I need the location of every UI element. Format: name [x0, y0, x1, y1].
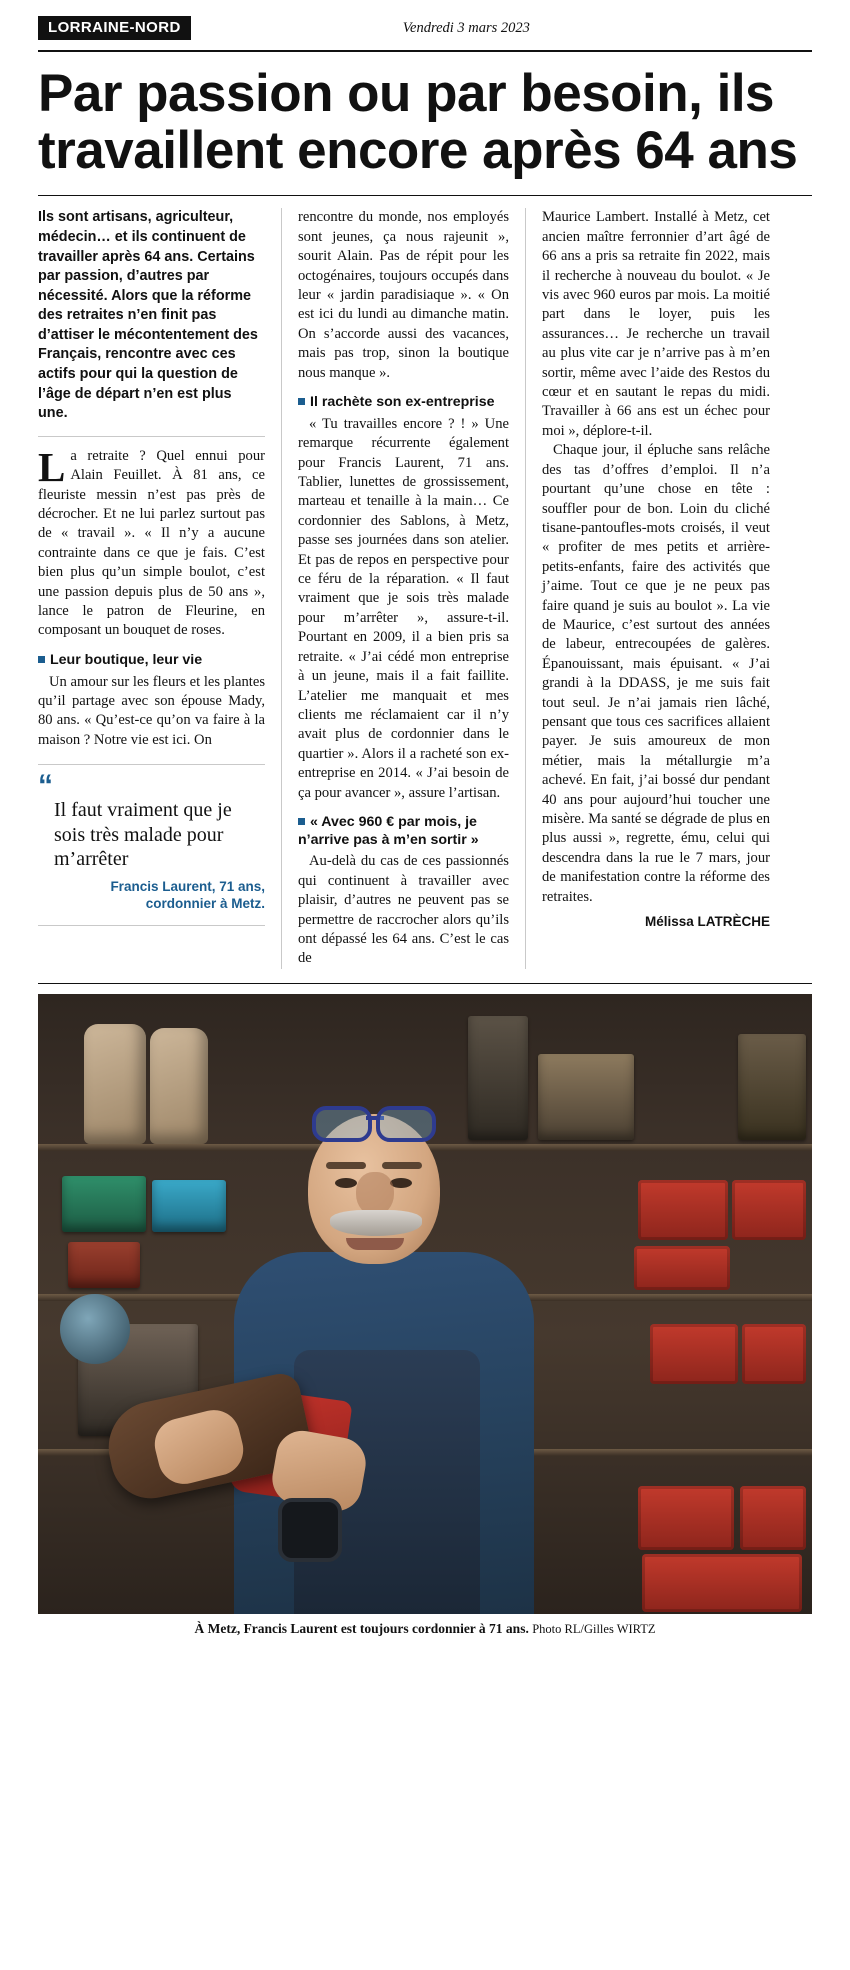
standfirst-text: Ils sont artisans, agriculteur, médecin… et ils continuent de travailler après 64 ans. Certains par passion, d’autres par nécessité. Alors que la réforme des retraites n’en finit pas d’attiser le mécontentement des Français, rencontre avec ces actifs pour qui la question de l’âge de départ n’en est plus une.: [38, 209, 258, 422]
standfirst-divider: [38, 436, 265, 437]
red-crate: [740, 1486, 806, 1550]
storage-bin: [62, 1176, 146, 1232]
paragraph-c3-1: Maurice Lambert. Installé à Metz, cet ancien maître ferronnier d’art âgé de 66 ans a pris sa retraite fin 2022, mais il recherche à nouveau du boulot. « Je vis avec 960 euros par mois. La moitié part dans le loyer, puis les assurances… Je recherche un travail au plus vite car je n’arrive pas à m’en sortir, même avec l’aide des Restos du cœur et en sautant le repas du midi. Travailler à 66 ans est un échec pour moi », déplore-t-il.: [542, 209, 770, 439]
paragraph-c1-1: La retraite ? Quel ennui pour Alain Feuillet. À 81 ans, ce fleuriste messin n’est pas près de décrocher. Et ne lui parlez surtout pas de « travail ». « Il n’y a aucune contrainte dans ce que je fais. C’est bien plus qu’un simple boulot, c’est une passion depuis plus de 50 ans », lance le patron de Fleurine, en composant un bouquet de roses.: [38, 443, 265, 639]
paragraph-c3-2: Chaque jour, il épluche sans relâche des tas d’offres d’emploi. Il n’a pourtant qu’une chose en tête : souffler pour de bon. Loin du cliché tisane-pantoufles-mots croisés, il veut « profiter de mes petits et arrière-petits-enfants, faire des activités que j’aime. Tout ce que je ne peux pas faire quand je suis au boulot ». La vie de Maurice, c’est surtout des années de labeur, entrecoupées de galères. Épanouissant, mais épuisant. « J’ai grandi à la DDASS, je me suis fait tout seul. Je n’ai jamais rien lâché, pensant que tous ces sacrifices allaient payer. Je suis amoureux de mon métier, mais la métallurgie m’a achevé. En fait, j’ai bossé dur pendant 40 ans pour aujourd’hui toucher une misère. Ma santé se dégrade de plus en plus aussi », regrette, ému, celui qui descendra dans la rue le 7 mars, jour de manifestation contre la réforme des retraites.: [542, 442, 770, 905]
wrist-watch: [278, 1498, 342, 1562]
subhead-960-euros: [298, 814, 509, 850]
quote-mark-icon: “: [38, 769, 53, 803]
page-title: Par passion ou par besoin, ils travaillent encore après 64 ans: [38, 64, 798, 180]
shelf-box: [538, 1054, 634, 1140]
paragraph-c2-2: « Tu travailles encore ? ! » Une remarque récurrente également pour Francis Laurent, 71 ans. Tablier, lunettes de grossissement, marteau et tenaille à la main… Ce cordonnier des Sablons, à Metz, passe ses journées dans son atelier. Et pas de repos en perspective pour ce féru de la réparation. « Il faut vraiment que je sois très malade pour m’arrêter », assure-t-il. Pourtant en 2009, il a bien pris sa retraite. « J’ai cédé mon entreprise à un jeune, mais il a fait faillite. L’atelier me manquait et mes clients me réclamaient car il n’y avait plus de cordonnier dans le quartier ». Alors il a racheté son ex-entreprise en 2014. « J’ai besoin de ça pour avancer », assure l’artisan.: [298, 415, 509, 801]
photo-block: [38, 983, 812, 1641]
pull-quote-text: Il faut vraiment que je sois très malade pour m’arrêter: [54, 799, 232, 870]
article-photo: [38, 994, 812, 1614]
person-mouth: [346, 1238, 404, 1250]
byline: Mélissa LATRÈCHE: [644, 914, 770, 930]
bullet-square-icon: [298, 818, 305, 825]
storage-bin: [68, 1242, 140, 1288]
section-kicker: LORRAINE-NORD: [38, 16, 191, 40]
glasses-on-head-icon: [310, 1106, 438, 1136]
column-2: [282, 208, 526, 968]
polishing-wheel: [60, 1294, 130, 1364]
person-eye: [335, 1178, 357, 1188]
red-crate: [742, 1324, 806, 1384]
red-crate: [638, 1180, 728, 1240]
standfirst: [38, 208, 265, 423]
person-moustache: [330, 1210, 422, 1236]
paragraph-c1-2: Un amour sur les fleurs et les plantes qu’il partage avec son épouse Mady, 80 ans. « Qu’est-ce qu’on va faire à la maison ? Notre vie est ici. On: [38, 673, 266, 748]
top-divider: [38, 50, 812, 52]
paragraph-c2-1: rencontre du monde, nos employés sont jeunes, ça nous rajeunit », sourit Alain. Pas de répit pour les octogénaires, toujours occupés dans leur « jardin paradisiaque ». « On est ici du lundi au dimanche matin. On s’accorde aussi des vacances, mais pas trop, sinon la boutique nous manque ».: [298, 209, 509, 381]
paragraph-c2-3: Au-delà du cas de ces passionnés qui continuent à travailler avec plaisir, d’autres ne peuvent pas se permettre de raccrocher alors qu’ils ont dépassé les 64 ans. C’est le cas de: [298, 853, 509, 967]
bullet-square-icon: [298, 398, 305, 405]
red-crate: [634, 1246, 730, 1290]
photo-credit: Photo RL/Gilles WIRTZ: [532, 1621, 656, 1636]
person-brow: [382, 1162, 422, 1169]
subhead-label: Il rachète son ex-entreprise: [310, 394, 495, 411]
headline-divider: [38, 195, 812, 196]
subhead-label: « Avec 960 € par mois, je n’arrive pas à m’en sortir »: [298, 813, 479, 848]
red-crate: [642, 1554, 802, 1612]
boot-item: [84, 1024, 146, 1144]
subhead-label: Leur boutique, leur vie: [50, 651, 203, 668]
date-line: Vendredi 3 mars 2023: [402, 19, 530, 36]
photo-caption: [38, 1621, 812, 1641]
person-brow: [326, 1162, 366, 1169]
red-crate: [650, 1324, 738, 1384]
subhead-leur-boutique: [38, 652, 265, 670]
masthead: [38, 0, 812, 44]
bullet-square-icon: [38, 656, 45, 663]
red-crate: [638, 1486, 734, 1550]
storage-bin: [152, 1180, 226, 1232]
boot-item: [150, 1028, 208, 1144]
subhead-rachete-entreprise: [298, 394, 509, 412]
column-1: [38, 208, 282, 968]
shelf-box: [468, 1016, 528, 1140]
pull-quote: [38, 764, 265, 926]
red-crate: [732, 1180, 806, 1240]
column-3: [526, 208, 770, 968]
caption-text: À Metz, Francis Laurent est toujours cordonnier à 71 ans.: [194, 1620, 529, 1636]
shelf-box: [738, 1034, 806, 1140]
pull-quote-attribution: Francis Laurent, 71 ans, cordonnier à Metz.: [110, 879, 265, 912]
article-columns: [38, 208, 812, 968]
